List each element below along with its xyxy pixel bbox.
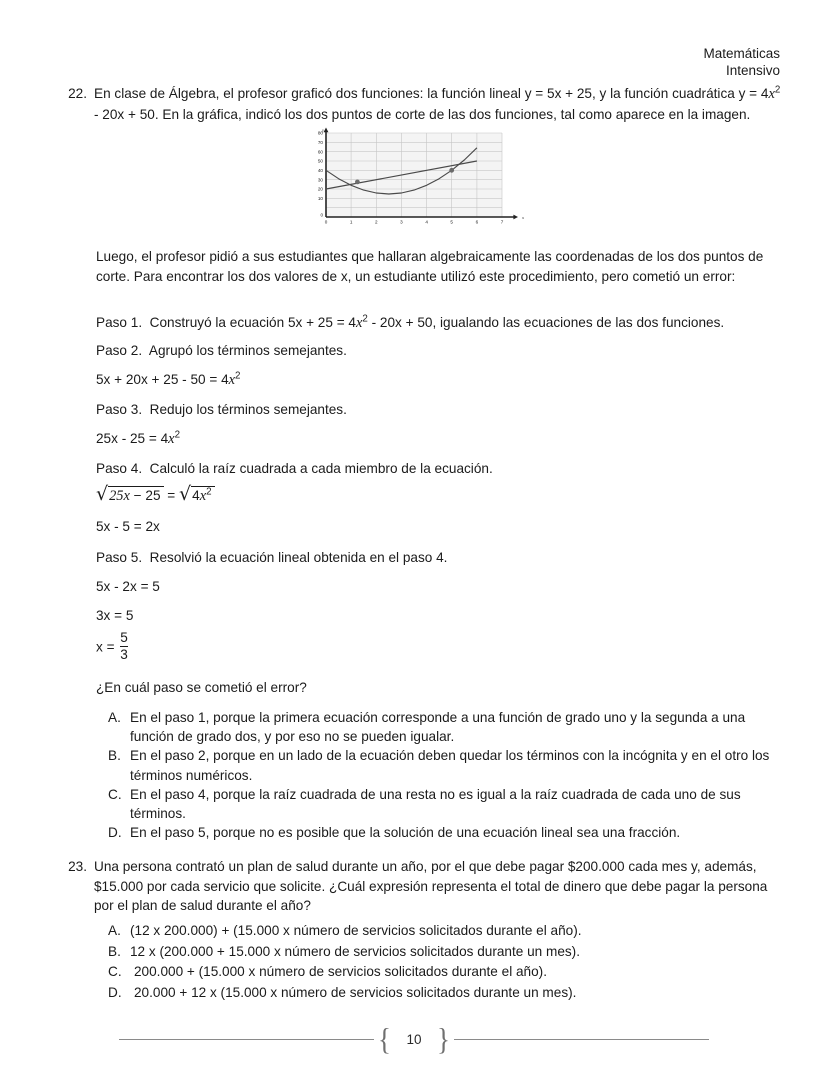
- eq3-part-a: 25x - 25 = 4: [96, 431, 169, 446]
- document-header: [703, 45, 780, 79]
- svg-text:1: 1: [349, 219, 353, 225]
- svg-text:3: 3: [400, 219, 403, 225]
- step-1-label: Paso 1.: [96, 315, 143, 330]
- equation-5b-text: 3x = 5: [96, 608, 134, 623]
- svg-text:2: 2: [375, 219, 378, 225]
- svg-text:6: 6: [475, 219, 479, 225]
- step-1-body-a: Construyó la ecuación 5x + 25 = 4: [149, 315, 356, 330]
- equation-3-text: [96, 429, 180, 450]
- option-a[interactable]: [108, 708, 780, 746]
- option-23-d[interactable]: [108, 983, 798, 1004]
- paragraph-text: Luego, el profesor pidió a sus estudiantes que hallaran algebraicamente las coordenadas de los dos puntos de corte. Para encontrar los dos valores de x, un estudiante utilizó este procedimiento, pero cometió un error:: [96, 249, 764, 284]
- step-1-body-b: - 20x + 50, igualando las ecuaciones de las dos funciones.: [367, 315, 725, 330]
- option-c-letter: C.: [108, 786, 122, 802]
- q22-stem-part2: - 20x + 50. En la gráfica, indicó los dos puntos de corte de las dos funciones, tal como aparece en la imagen.: [94, 106, 751, 122]
- equation-step-4-radical: [96, 483, 215, 506]
- step-1-line: [96, 313, 786, 334]
- option-c-text: En el paso 4, porque la raíz cuadrada de una resta no es igual a la raíz cuadrada de cada uno de sus términos.: [130, 786, 741, 822]
- graph-svg: [296, 127, 536, 235]
- option-23-d-letter: D.: [108, 984, 122, 1000]
- question-22-prompt: [96, 678, 307, 698]
- equation-2-text: [96, 370, 240, 391]
- eq2-variable: x: [228, 372, 236, 388]
- step-1-variable: x: [355, 315, 363, 331]
- right-radicand-variable: x: [199, 488, 207, 505]
- equation-step-5-b: [96, 606, 133, 626]
- question-23-number: 23.: [68, 859, 87, 874]
- footer-right-brace: }: [437, 1021, 450, 1057]
- option-a-text: En el paso 1, porque la primera ecuación corresponde a una función de grado uno y la segunda a una función de grado dos, y por eso no se pueden igualar.: [130, 710, 746, 745]
- option-a-letter: A.: [108, 710, 121, 725]
- right-radicand: [191, 486, 214, 504]
- radical-sign-right-icon: √: [179, 483, 192, 506]
- svg-text:80: 80: [317, 130, 323, 136]
- q22-stem-variable: x: [768, 86, 775, 102]
- option-b-text: En el paso 2, porque en un lado de la ecuación deben quedar los términos con la incógnita y en el otro los términos numéricos.: [130, 748, 770, 783]
- final-question-text: ¿En cuál paso se cometió el error?: [96, 680, 307, 695]
- equation-step-2: [96, 370, 240, 391]
- svg-text:7: 7: [500, 219, 504, 225]
- option-23-a[interactable]: [108, 921, 798, 942]
- question-22-options: [108, 708, 780, 842]
- equation-step-5-a: [96, 577, 160, 597]
- right-square-root: [179, 483, 215, 506]
- option-d-letter: D.: [108, 825, 122, 841]
- step-2-line: [96, 341, 347, 361]
- svg-text:30: 30: [317, 177, 323, 183]
- page-footer: [0, 1021, 828, 1057]
- footer-rule-left: [119, 1039, 374, 1040]
- step-3-line: [96, 400, 347, 420]
- option-23-a-letter: A.: [108, 923, 121, 938]
- step-2-text: [96, 341, 347, 361]
- option-b-letter: B.: [108, 748, 121, 764]
- option-23-d-text: 20.000 + 12 x (15.000 x número de servicios solicitados durante un mes).: [134, 984, 577, 1000]
- fraction-denominator: 3: [120, 646, 128, 662]
- equals-sign: =: [167, 488, 176, 503]
- option-d[interactable]: [108, 823, 780, 842]
- step-3-text: [96, 400, 347, 420]
- svg-text:60: 60: [317, 149, 323, 155]
- svg-text:50: 50: [317, 158, 323, 164]
- page-number: 10: [406, 1032, 422, 1047]
- svg-text:5: 5: [450, 219, 453, 225]
- step-2-body: Agrupó los términos semejantes.: [148, 343, 347, 358]
- equation-step-4-result: [96, 517, 160, 537]
- svg-text:20: 20: [317, 186, 323, 192]
- svg-text:70: 70: [317, 139, 323, 145]
- step-3-label: Paso 3.: [96, 402, 143, 417]
- question-23-options: [108, 921, 798, 1003]
- y-tick-labels: [318, 131, 324, 218]
- eq2-part-a: 5x + 20x + 25 - 50 = 4: [96, 372, 229, 387]
- question-23-stem: [68, 857, 784, 916]
- left-square-root: [96, 483, 164, 506]
- right-radicand-coef: 4: [192, 488, 200, 504]
- eq5c-lhs: x =: [96, 639, 115, 655]
- equation-5a-text: 5x - 2x = 5: [96, 579, 160, 594]
- option-b[interactable]: [108, 746, 780, 784]
- equation-step-3: [96, 429, 180, 450]
- svg-text:0: 0: [320, 212, 323, 218]
- step-1-exponent: 2: [362, 313, 368, 325]
- eq2-exponent: 2: [235, 370, 241, 382]
- option-23-a-text: (12 x 200.000) + (15.000 x número de servicios solicitados durante el año).: [130, 923, 582, 938]
- step-5-text: [96, 548, 447, 568]
- y-axis-label: y: [322, 127, 325, 133]
- svg-text:4: 4: [425, 219, 428, 225]
- svg-text:10: 10: [317, 195, 323, 201]
- step-2-label: Paso 2.: [96, 343, 143, 358]
- equation-5c-text: [96, 630, 130, 663]
- q22-stem-part1: En clase de Álgebra, el profesor graficó dos funciones: la función lineal y = 5x + 25, y la función cuadrática y = 4: [94, 86, 769, 101]
- functions-graph: [296, 127, 536, 235]
- left-radicand-term: 25x: [109, 488, 130, 505]
- question-23-text: Una persona contrató un plan de salud durante un año, por el que debe pagar $200.000 cada mes y, además, $15.000 por cada servicio que solicite. ¿Cuál expresión representa el total de dinero que debe pagar la persona por el plan de salud durante el año?: [94, 859, 768, 913]
- x-tick-labels: [325, 220, 504, 225]
- step-5-label: Paso 5.: [96, 550, 143, 565]
- question-22-paragraph: [96, 247, 768, 286]
- equation-4-result-text: 5x - 5 = 2x: [96, 519, 160, 534]
- q22-stem-exponent: 2: [774, 84, 781, 96]
- option-23-b[interactable]: [108, 942, 798, 963]
- step-5-line: [96, 548, 447, 568]
- step-3-body: Redujo los términos semejantes.: [149, 402, 347, 417]
- eq3-variable: x: [168, 431, 175, 447]
- footer-left-brace: {: [378, 1021, 391, 1057]
- radical-sign-left-icon: √: [96, 483, 109, 506]
- plot-background: [326, 133, 502, 217]
- question-22-number: 22.: [68, 86, 87, 101]
- step-1-text: [96, 313, 786, 334]
- svg-text:0: 0: [324, 219, 328, 225]
- step-5-body: Resolvió la ecuación lineal obtenida en el paso 4.: [149, 550, 448, 565]
- x-axis-arrow: [513, 215, 518, 220]
- question-22-stem: [68, 84, 782, 124]
- fraction-numerator: 5: [120, 630, 128, 645]
- step-4-label: Paso 4.: [96, 461, 143, 476]
- option-23-b-text: 12 x (200.000 + 15.000 x número de servicios solicitados durante un mes).: [130, 943, 580, 959]
- option-23-c-letter: C.: [108, 964, 122, 979]
- step-4-line: [96, 459, 493, 479]
- y-axis-arrow: [324, 128, 329, 133]
- svg-text:40: 40: [317, 167, 323, 173]
- step-4-body: Calculó la raíz cuadrada a cada miembro de la ecuación.: [149, 461, 493, 476]
- left-radicand: [108, 486, 163, 504]
- intersection-point-1-marker: [355, 180, 360, 185]
- fraction-five-thirds: [120, 631, 128, 661]
- x-axis-label: x: [522, 215, 525, 220]
- option-23-b-letter: B.: [108, 943, 121, 959]
- footer-rule-right: [454, 1039, 709, 1040]
- right-radicand-exponent: 2: [206, 486, 212, 498]
- header-level: Intensivo: [725, 63, 780, 78]
- option-23-c-text: 200.000 + (15.000 x número de servicios solicitados durante el año).: [134, 964, 547, 979]
- radical-equation: [96, 483, 215, 506]
- option-23-c[interactable]: [108, 962, 798, 983]
- left-radicand-rest: − 25: [129, 488, 161, 504]
- question-22-text: [94, 84, 782, 124]
- eq3-exponent: 2: [174, 429, 181, 441]
- intersection-point-2-marker: [449, 168, 454, 173]
- equation-step-5-c: [96, 630, 130, 663]
- step-4-text: [96, 459, 493, 479]
- option-d-text: En el paso 5, porque no es posible que la solución de una ecuación lineal sea una fracción.: [130, 825, 681, 841]
- option-c[interactable]: [108, 785, 780, 823]
- header-subject: Matemáticas: [703, 46, 780, 61]
